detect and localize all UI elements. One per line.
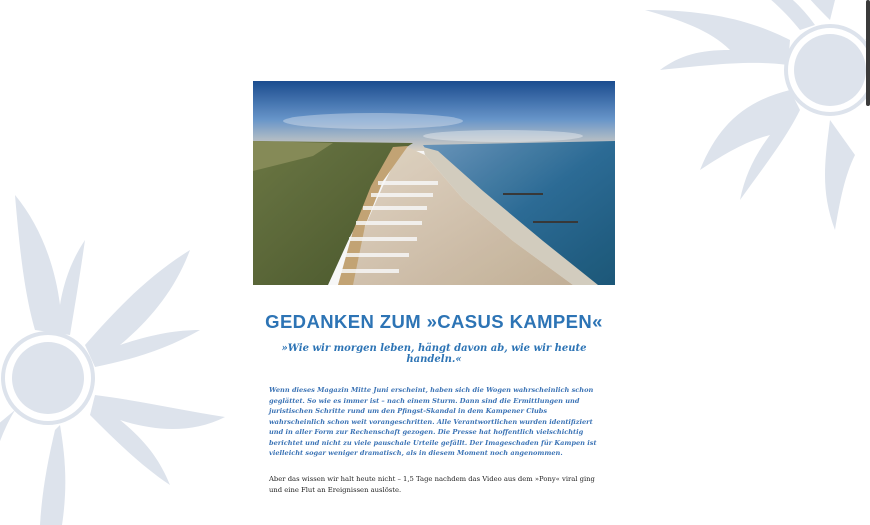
article-title: GEDANKEN ZUM »CASUS KAMPEN« [265,311,603,332]
sun-flower-ornament-icon [640,0,870,260]
sun-flower-ornament-icon [0,195,230,525]
article-intro: Wenn dieses Magazin Mitte Juni erscheint, haben sich die Wogen wahrscheinlich schon geglättet. So wie es immer ist – nach einem Sturm. Dann sind die Ermittlungen und juristischen Schritte rund um den Pfingst-Skandal in dem Kampener Clubs wahrscheinlich schon weit vorangeschritten. Alle Verantwortlichen wurden identifiziert und in aller Form zur Rechenschaft gezogen. Die Presse hat hoffentlich vielschichtig berichtet und nicht zu viele pauschale Urteile gefällt. Der Imageschaden für Kampen ist vielleicht sogar weniger dramatisch, als in diesem Moment noch angenommen. [269,386,597,457]
aerial-beach-photo [253,81,615,285]
hero-image [253,81,615,285]
article-subtitle: »Wie wir morgen leben, hängt davon ab, wie wir heute handeln.« [281,343,587,365]
flower-ornament-right [640,0,870,260]
article-body: Aber das wissen wir halt heute nicht – 1,5 Tage nachdem das Video aus dem »Pony« viral ging und eine Flut an Ereignissen auslöste. [269,475,595,494]
scrollbar-thumb[interactable] [866,0,870,106]
flower-ornament-left [0,195,230,525]
